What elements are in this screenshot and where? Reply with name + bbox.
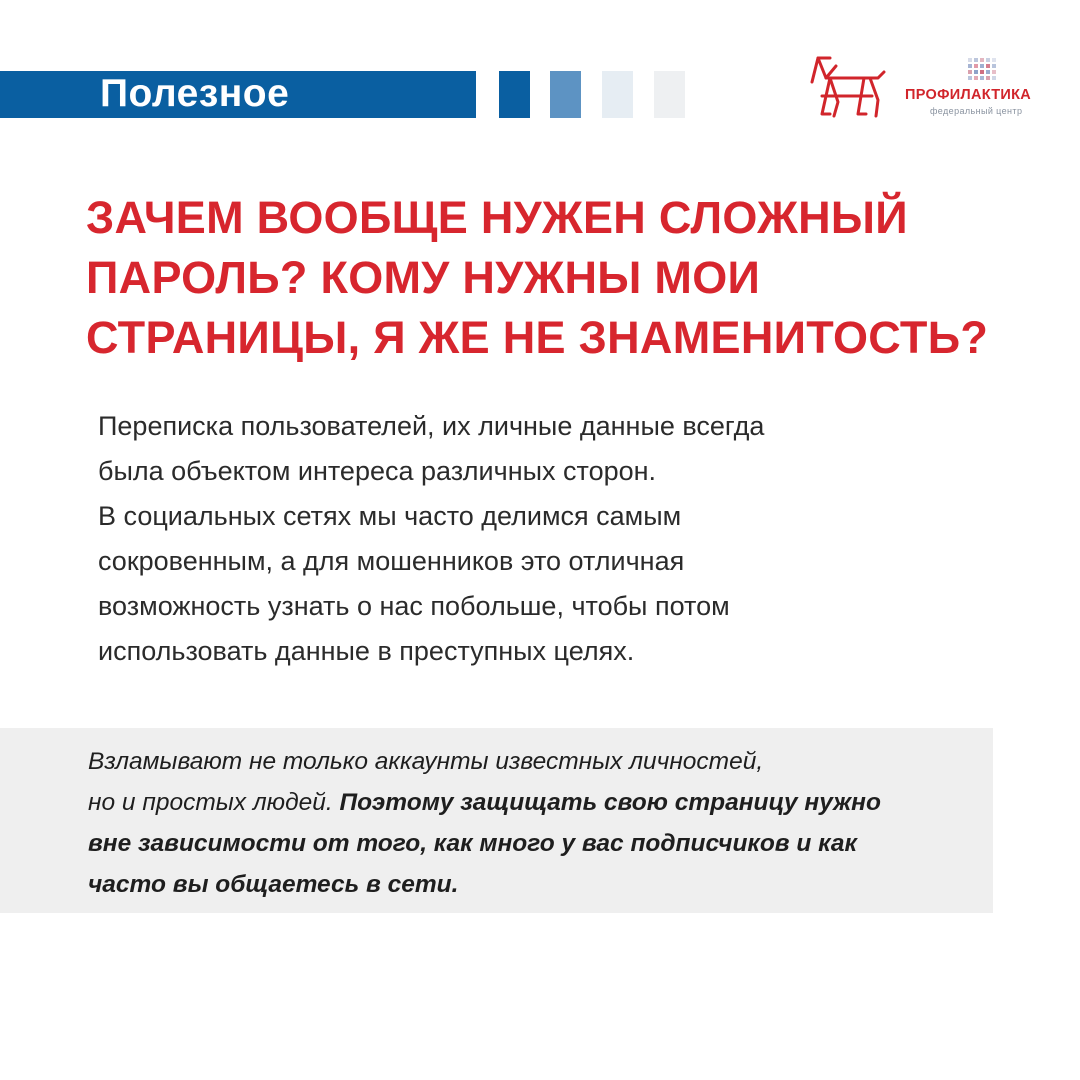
logo-mosaic-icon: [966, 56, 1000, 86]
note-line-2: [88, 782, 988, 823]
decor-square-3: [602, 71, 633, 118]
note-line-4-bold: часто вы общаетесь в сети.: [88, 871, 459, 898]
decor-square-1: [499, 71, 530, 118]
logo-name: ПРОФИЛАКТИКА: [905, 87, 1032, 103]
body-line-1: Переписка пользователей, их личные данные всегда: [98, 411, 765, 441]
body-line-6: использовать данные в преступных целях.: [98, 636, 635, 666]
body-line-4: сокровенным, а для мошенников это отличная: [98, 546, 685, 576]
note-text: [88, 741, 988, 905]
body-line-5: возможность узнать о нас побольше, чтобы потом: [98, 591, 730, 621]
note-line-4: [88, 864, 988, 905]
body-line-3: В социальных сетях мы часто делимся самым: [98, 501, 682, 531]
body-line-2: была объектом интереса различных сторон.: [98, 456, 657, 486]
note-line-1: Взламывают не только аккаунты известных личностей,: [88, 748, 764, 775]
headline-line-3: СТРАНИЦЫ, Я ЖЕ НЕ ЗНАМЕНИТОСТЬ?: [86, 312, 989, 363]
logo-subtitle: федеральный центр: [930, 106, 1023, 116]
note-line-3: [88, 823, 988, 864]
note-line-2-plain: но и простых людей.: [88, 789, 340, 816]
decor-square-2: [550, 71, 581, 118]
headline-line-1: ЗАЧЕМ ВООБЩЕ НУЖЕН СЛОЖНЫЙ: [86, 192, 908, 243]
headline: [86, 188, 1046, 368]
body-paragraph: [98, 404, 978, 674]
section-title: Полезное: [100, 72, 290, 115]
decor-square-4: [654, 71, 685, 118]
headline-line-2: ПАРОЛЬ? КОМУ НУЖНЫ МОИ: [86, 252, 761, 303]
note-line-2-bold: Поэтому защищать свою страницу нужно: [339, 789, 881, 816]
horse-logo-icon: [808, 52, 886, 122]
note-line-3-bold: вне зависимости от того, как много у вас подписчиков и как: [88, 830, 857, 857]
